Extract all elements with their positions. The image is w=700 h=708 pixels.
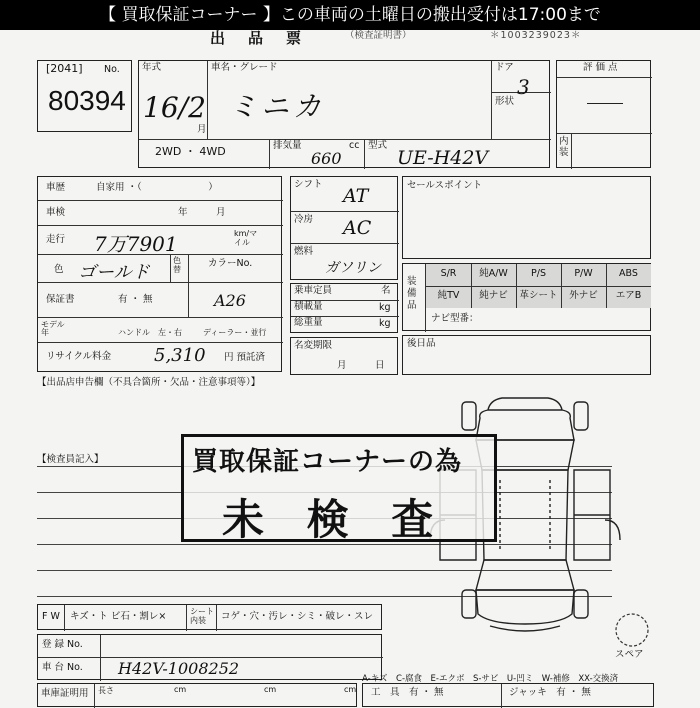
load-label: 積載量 [294, 301, 323, 312]
color-no-label: カラーNo. [208, 258, 253, 269]
registration-box [37, 634, 382, 680]
mileage-label: 走行 [46, 234, 66, 245]
owner-change-ym: 月 日 [337, 360, 385, 371]
total-weight-label: 総重量 [294, 317, 323, 328]
owner-change-label: 名変期限 [294, 340, 333, 351]
equipment-item: S/R [440, 268, 457, 279]
equipment-item: P/W [574, 268, 593, 279]
aircon-label: 冷房 [294, 214, 314, 225]
warranty-label: 保証書 [46, 294, 75, 305]
vehicle-info-box [138, 60, 550, 168]
later-items-box [402, 335, 651, 375]
equipment-item: 革シート [519, 290, 558, 301]
stamp-line2: 未 検 査 [222, 495, 448, 544]
km-unit: km/マイル [234, 229, 258, 247]
front-left-wheel [462, 402, 476, 430]
jack-label: ジャッキ 有 ・ 無 [509, 687, 591, 698]
capacity-unit: 名 [381, 285, 391, 296]
registration-label: 登 録 No. [42, 639, 83, 650]
color-label: 色 [54, 264, 64, 275]
sales-point-label: セールスポイント [407, 180, 483, 191]
cm-unit-1: cm [174, 685, 187, 694]
total-weight-unit: kg [379, 318, 391, 329]
recycle-unit: 円 預託済 [224, 352, 266, 363]
sales-point-box [402, 176, 651, 259]
stamp-line1: 買取保証コーナーの為 [192, 447, 463, 477]
drive-options: 2WD ・ 4WD [155, 145, 226, 158]
lot-tag: [2041] [46, 62, 83, 75]
equipment-label: 装備品 [407, 276, 417, 311]
equipment-item: ABS [619, 268, 638, 279]
capacity-label: 乗車定員 [294, 285, 333, 296]
rating-box [556, 60, 651, 168]
doors-label: ドア [495, 62, 514, 73]
cm-unit-2: cm [264, 685, 277, 694]
equipment-grid [426, 264, 651, 308]
history-label: 車歴 [46, 182, 66, 193]
color-code-value: A26 [214, 291, 246, 310]
cc-unit: cc [349, 140, 360, 151]
spare-label: スペア [615, 649, 644, 660]
roof-guides [500, 480, 550, 550]
handle-options: ハンドル 左・右 [118, 328, 182, 337]
car-front-bumper [488, 398, 562, 410]
color-value: ゴールド [78, 262, 150, 283]
car-rear-bumper [490, 626, 560, 631]
fuel-label: 燃料 [294, 246, 314, 257]
tools-jack-row [362, 683, 654, 707]
mileage-value: 7万7901 [94, 232, 178, 256]
year-value: 16/2 [143, 91, 206, 124]
interior-label: 内装 [559, 136, 569, 158]
rating-dash [587, 103, 623, 104]
sheet-title: 出 品 票 [210, 29, 306, 47]
inspector-notes-label: 【検査員記入】 [37, 454, 104, 465]
load-unit: kg [379, 302, 391, 313]
cm-unit-3: cm [344, 685, 357, 694]
later-items-label: 後日品 [407, 338, 436, 349]
front-right-wheel [574, 402, 588, 430]
displacement-label: 排気量 [273, 140, 302, 151]
warranty-options: 有 ・ 無 [118, 294, 153, 305]
equipment-item: 純ナビ [479, 290, 508, 301]
capacity-box [290, 283, 398, 333]
model-value: ミニカ [229, 90, 326, 123]
sheet-number: ＊1003239023＊ [490, 30, 582, 41]
car-rear-window [476, 560, 574, 590]
doors-value: 3 [517, 75, 530, 99]
model-label: 車名・グレード [211, 62, 278, 73]
shape-label: 形状 [495, 96, 515, 107]
type-label: 型式 [368, 140, 388, 151]
tools-label: 工 具 有 ・ 無 [371, 687, 444, 698]
seat-options: コゲ・穴・汚レ・シミ・破レ・スレ [221, 611, 374, 622]
inspection-ym: 年 月 [178, 207, 226, 218]
lot-tag-no: No. [104, 64, 120, 75]
sheet-title-sub: （検査証明書） [345, 30, 412, 41]
rating-label: 評 価 点 [583, 62, 618, 73]
shift-label: シフト [294, 179, 323, 190]
fw-label: F W [42, 611, 60, 622]
color-change-label: 色替 [173, 256, 181, 274]
inspection-label: 車検 [46, 207, 66, 218]
saturday-pickup-banner: 【 買取保証コーナー 】この車両の土曜日の搬出受付は17:00まで [0, 0, 700, 30]
recycle-value: 5,310 [154, 345, 206, 366]
aircon-value: AC [343, 217, 372, 239]
garage-cert-label: 車庫証明用 [41, 688, 89, 699]
damage-legend: A-キズ C-腐食 E-エクボ S-サビ U-凹ミ W-補修 XX-交換済 [362, 674, 619, 684]
chassis-value: H42V-1008252 [118, 659, 240, 678]
fuel-value: ガソリン [325, 260, 381, 276]
vehicle-details-box [37, 176, 282, 372]
owner-change-box [290, 337, 398, 375]
not-inspected-stamp [181, 434, 497, 542]
type-value: UE-H42V [397, 147, 489, 169]
right-side-panel [574, 470, 610, 560]
seat-label: シート内装 [190, 607, 214, 625]
fw-seat-row [37, 604, 382, 630]
length-label: 長さ [98, 686, 114, 695]
equipment-item: 純A/W [479, 268, 508, 279]
rear-left-wheel [462, 590, 476, 618]
lot-number: 80394 [48, 85, 126, 116]
drivetrain-box [290, 176, 398, 280]
equipment-item: P/S [531, 268, 546, 279]
rear-right-wheel [574, 590, 588, 618]
navi-type-label: ナビ型番： [431, 313, 479, 324]
equipment-box [402, 263, 651, 331]
year-label: 年式 [142, 62, 162, 73]
spare-tire-icon [616, 614, 648, 646]
equipment-item: エアB [615, 290, 642, 301]
dealer-options: ディーラー・並行 [203, 328, 267, 337]
model-year-label: モデル年 [41, 320, 65, 338]
lot-number-box [37, 60, 132, 132]
month-label: 月 [197, 124, 207, 135]
garage-certificate-row [37, 683, 357, 707]
equipment-item: 純TV [437, 290, 460, 301]
history-options: 自家用 ・（ ） [96, 182, 218, 193]
shift-value: AT [343, 185, 369, 207]
right-mirror [605, 520, 620, 540]
fw-options: キズ・ト ビ石・割レ× [70, 611, 167, 622]
equipment-item: 外ナビ [569, 290, 598, 301]
displacement-value: 660 [311, 149, 342, 168]
dealer-notes-label: 【出品店申告欄（不具合箇所・欠品・注意事項等）】 [37, 377, 261, 388]
recycle-label: リサイクル料金 [46, 351, 112, 362]
chassis-label: 車 台 No. [42, 662, 83, 673]
